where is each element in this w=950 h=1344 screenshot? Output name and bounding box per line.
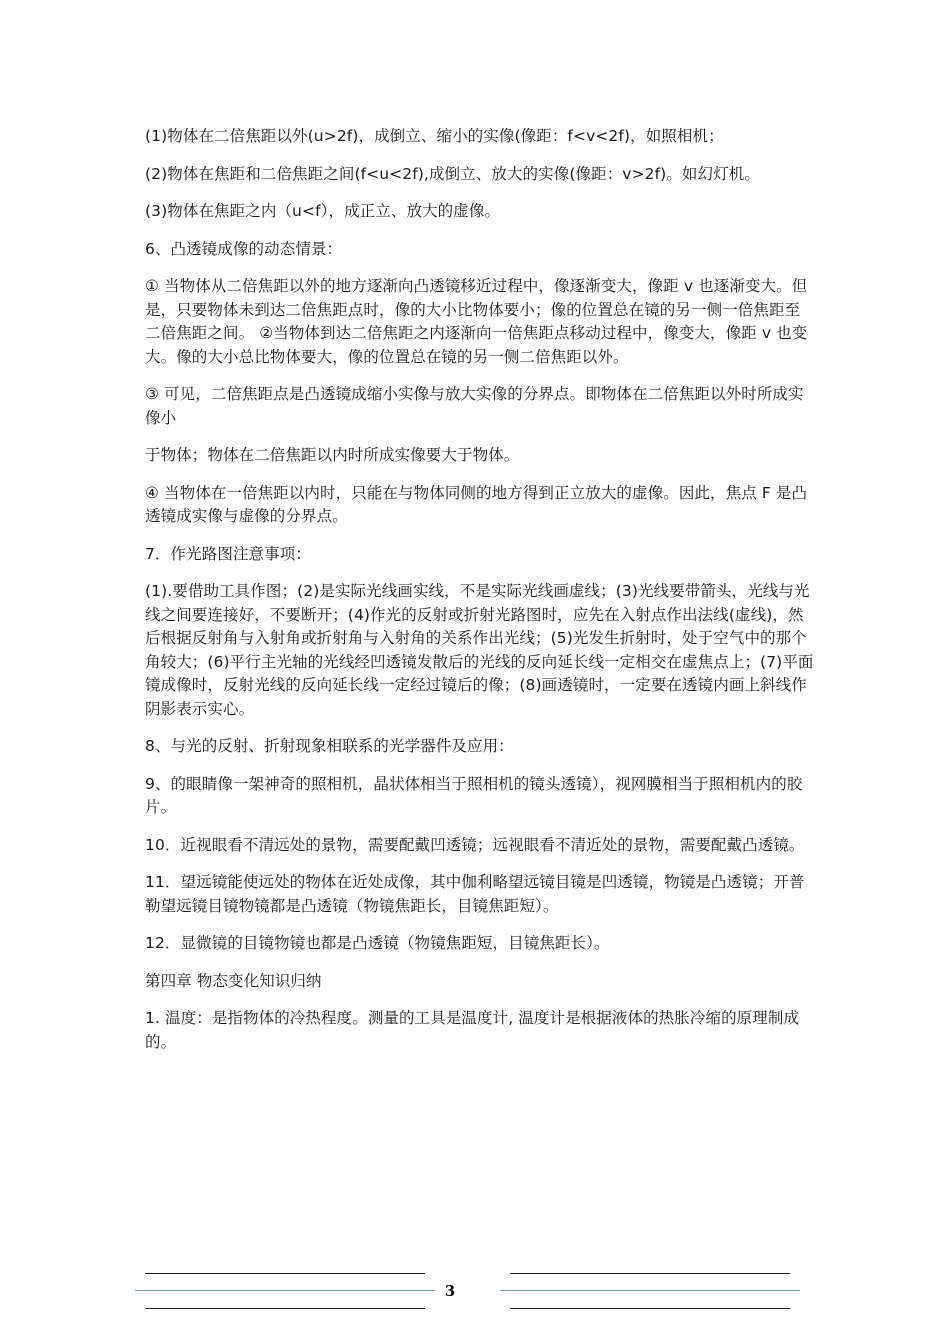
- paragraph-dynamic-4: ④ 当物体在一倍焦距以内时，只能在与物体同侧的地方得到正立放大的虚像。因此，焦点 F 是凸透镜成实像与虚像的分界点。: [145, 483, 808, 525]
- paragraph-11-telescope: 11．望远镜能使远处的物体在近处成像，其中伽利略望远镜目镜是凹透镜，物镜是凸透镜；开普勒望远镜目镜物镜都是凸透镜（物镜焦距长，目镜焦距短）。: [145, 873, 805, 915]
- page-number: 3: [444, 1282, 456, 1300]
- footer-rule-right-bottom: [510, 1308, 790, 1309]
- paragraph-dynamic-1-2: ① 当物体从二倍焦距以外的地方逐渐向凸透镜移近过程中，像逐渐变大，像距 v 也逐渐变大。但是，只要物体未到达二倍焦距点时，像的大小比物体要小；像的位置总在镜的另一侧一倍焦距至二倍焦距之间。 ②当物体到达二倍焦距之内逐渐向一倍焦距点移动过程中，像变大，像距 v 也变大。像的大小总比物体要大，像的位置总在镜的另一侧二倍焦距以外。: [145, 277, 808, 366]
- footer-rule-left-bottom: [145, 1308, 425, 1309]
- page-footer: [0, 1268, 950, 1318]
- footer-rule-right-middle: [500, 1290, 800, 1291]
- paragraph-9-eye: 9、的眼睛像一架神奇的照相机，晶状体相当于照相机的镜头透镜），视网膜相当于照相机内的胶片。: [145, 774, 803, 816]
- footer-rule-left-middle: [135, 1290, 435, 1291]
- paragraph-3: (3)物体在焦距之内（u<f），成正立、放大的虚像。: [145, 202, 501, 220]
- paragraph-2: (2)物体在焦距和二倍焦距之间(f<u<2f),成倒立、放大的实像(像距：v>2f)。如幻灯机。: [145, 164, 760, 183]
- paragraph-dynamic-3-cont: 于物体；物体在二倍焦距以内时所成实像要大于物体。: [145, 446, 520, 464]
- paragraph-10-glasses: 10．近视眼看不清远处的景物，需要配戴凹透镜；远视眼看不清近处的景物，需要配戴凸透镜。: [145, 835, 805, 854]
- paragraph-12-microscope: 12．显微镜的目镜物镜也都是凸透镜（物镜焦距短，目镜焦距长）。: [145, 934, 610, 952]
- paragraph-temperature: 1. 温度：是指物体的冷热程度。测量的工具是温度计, 温度计是根据液体的热胀冷缩的原理制成的。: [145, 1009, 800, 1051]
- paragraph-dynamic-3: ③ 可见，二倍焦距点是凸透镜成缩小实像与放大实像的分界点。即物体在二倍焦距以外时所成实像小: [145, 385, 804, 427]
- paragraph-1: (1)物体在二倍焦距以外(u>2f)，成倒立、缩小的实像(像距：f<v<2f)，如照相机；: [145, 127, 724, 145]
- footer-rule-left-top: [145, 1273, 425, 1274]
- paragraph-ray-diagram-notes: (1).要借助工具作图；(2)是实际光线画实线，不是实际光线画虚线；(3)光线要带箭头，光线与光线之间要连接好，不要断开；(4)作光的反射或折射光路图时，应先在入射点作出法线(虚线)，然后根据反射角与入射角或折射角与入射角的关系作出光线；(5)光发生折射时，处于空气中的那个角较大；(6)平行主光轴的光线经凹透镜发散后的光线的反向延长线一定相交在虚焦点上；(7)平面镜成像时，反射光线的反向延长线一定经过镜后的像；(8)画透镜时，一定要在透镜内画上斜线作阴影表示实心。: [145, 582, 814, 718]
- section-heading-6: 6、凸透镜成像的动态情景：: [145, 239, 343, 258]
- section-heading-7: 7．作光路图注意事项：: [145, 544, 311, 563]
- document-body: [145, 125, 815, 1068]
- section-heading-8: 8、与光的反射、折射现象相联系的光学器件及应用：: [145, 737, 514, 755]
- footer-rule-right-top: [510, 1273, 790, 1274]
- chapter-heading-4: 第四章 物态变化知识归纳: [145, 971, 322, 990]
